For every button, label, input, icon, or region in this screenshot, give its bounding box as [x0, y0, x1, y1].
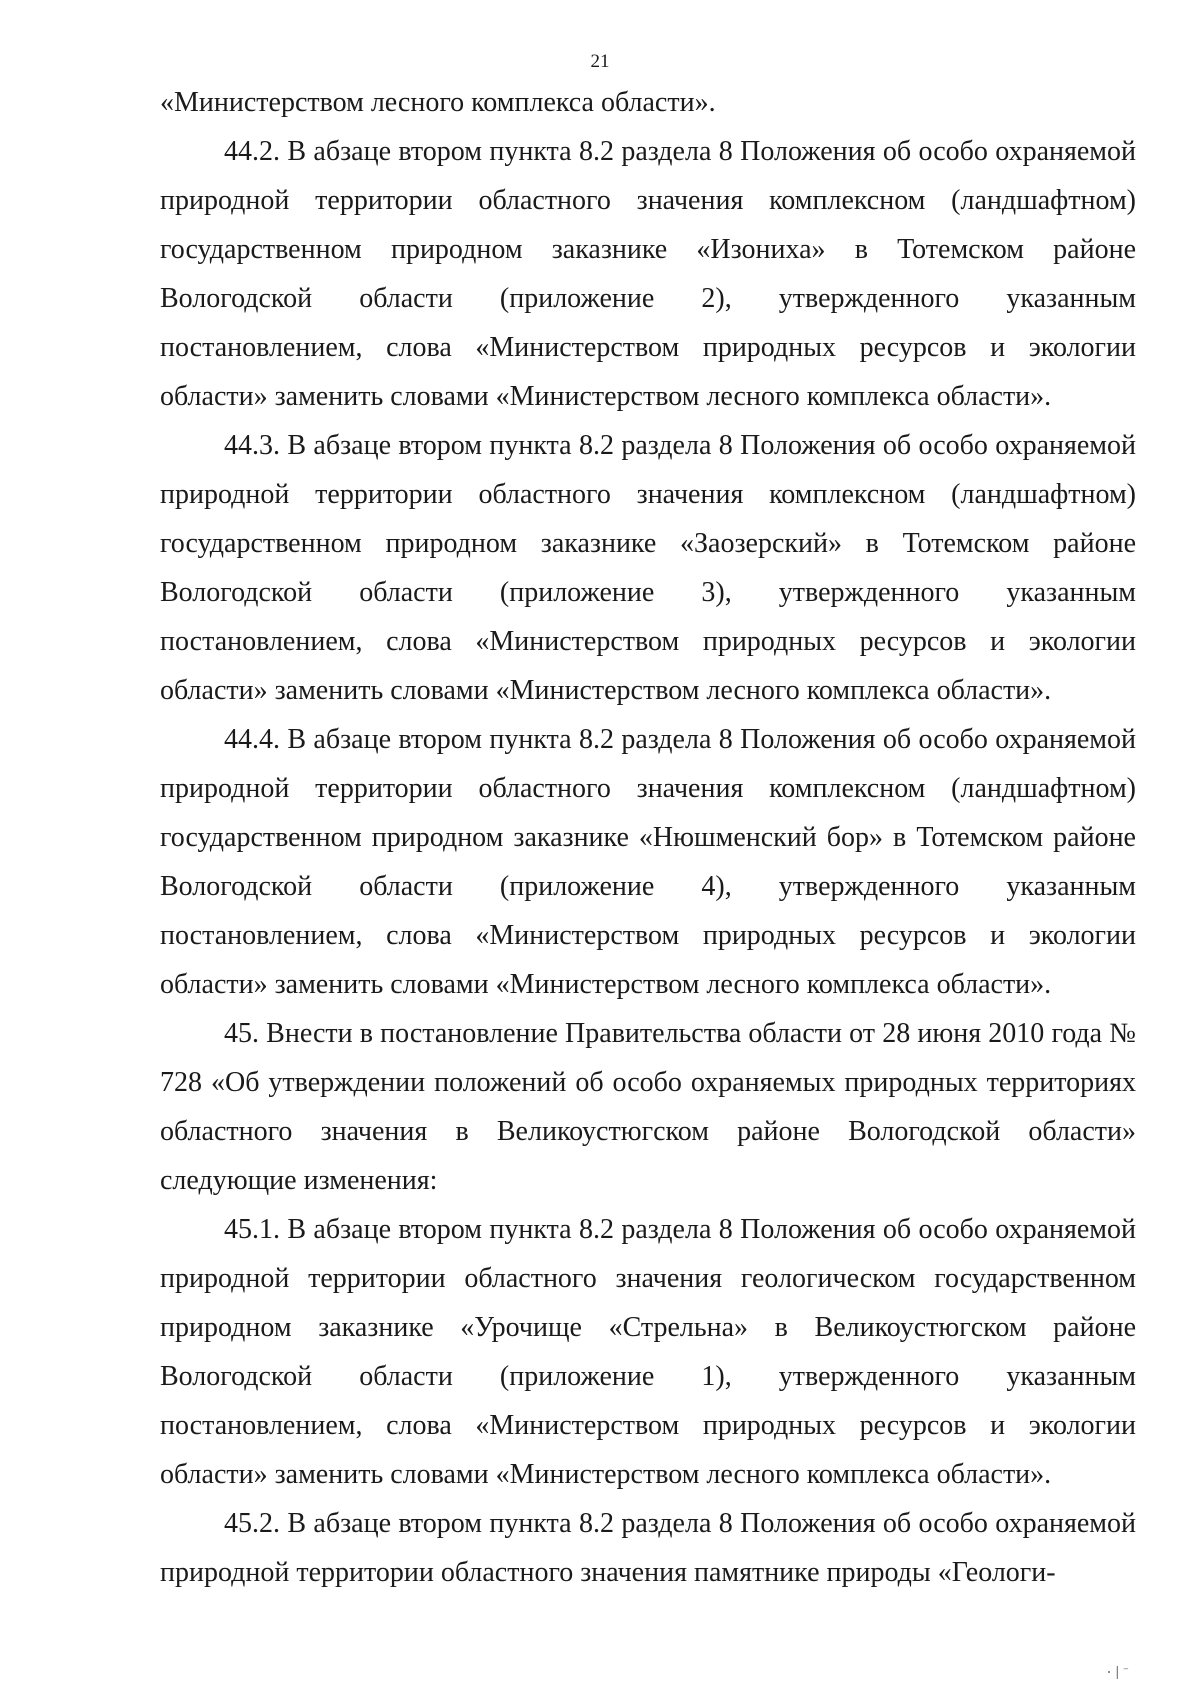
scan-mark-icon: ·|⁻: [1104, 1665, 1130, 1681]
paragraph-45: 45. Внести в постановление Правительства области от 28 июня 2010 года № 728 «Об утверждении положений об особо охраняемых природных территориях областного значения в Великоустюгском районе Вологодской области» следующие изменения:: [160, 1018, 1136, 1196]
paragraph-44-3: 44.3. В абзаце втором пункта 8.2 раздела 8 Положения об особо охраняемой природной территории областного значения комплексном (ландшафтном) государственном природном заказнике «Заозерский» в Тотемском районе Вологодской области (приложение 3), утвержденного указанным постановлением, слова «Министерством природных ресурсов и экологии области» заменить словами «Министерством лесного комплекса области».: [160, 430, 1136, 706]
paragraph-continuation: «Министерством лесного комплекса области».: [160, 87, 716, 118]
paragraph-45-1: 45.1. В абзаце втором пункта 8.2 раздела 8 Положения об особо охраняемой природной территории областного значения геологическом государственном природном заказнике «Урочище «Стрельна» в Великоустюгском районе Вологодской области (приложение 1), утвержденного указанным постановлением, слова «Министерством природных ресурсов и экологии области» заменить словами «Министерством лесного комплекса области».: [160, 1214, 1136, 1490]
paragraph-45-2: 45.2. В абзаце втором пункта 8.2 раздела 8 Положения об особо охраняемой природной территории областного значения памятнике природы «Геологи-: [160, 1508, 1136, 1588]
page-number: 21: [590, 51, 610, 72]
document-body: [160, 78, 1136, 1597]
paragraph-44-4: 44.4. В абзаце втором пункта 8.2 раздела 8 Положения об особо охраняемой природной территории областного значения комплексном (ландшафтном) государственном природном заказнике «Нюшменский бор» в Тотемском районе Вологодской области (приложение 4), утвержденного указанным постановлением, слова «Министерством природных ресурсов и экологии области» заменить словами «Министерством лесного комплекса области».: [160, 724, 1136, 1000]
paragraph-44-2: 44.2. В абзаце втором пункта 8.2 раздела 8 Положения об особо охраняемой природной территории областного значения комплексном (ландшафтном) государственном природном заказнике «Изониха» в Тотемском районе Вологодской области (приложение 2), утвержденного указанным постановлением, слова «Министерством природных ресурсов и экологии области» заменить словами «Министерством лесного комплекса области».: [160, 136, 1136, 412]
